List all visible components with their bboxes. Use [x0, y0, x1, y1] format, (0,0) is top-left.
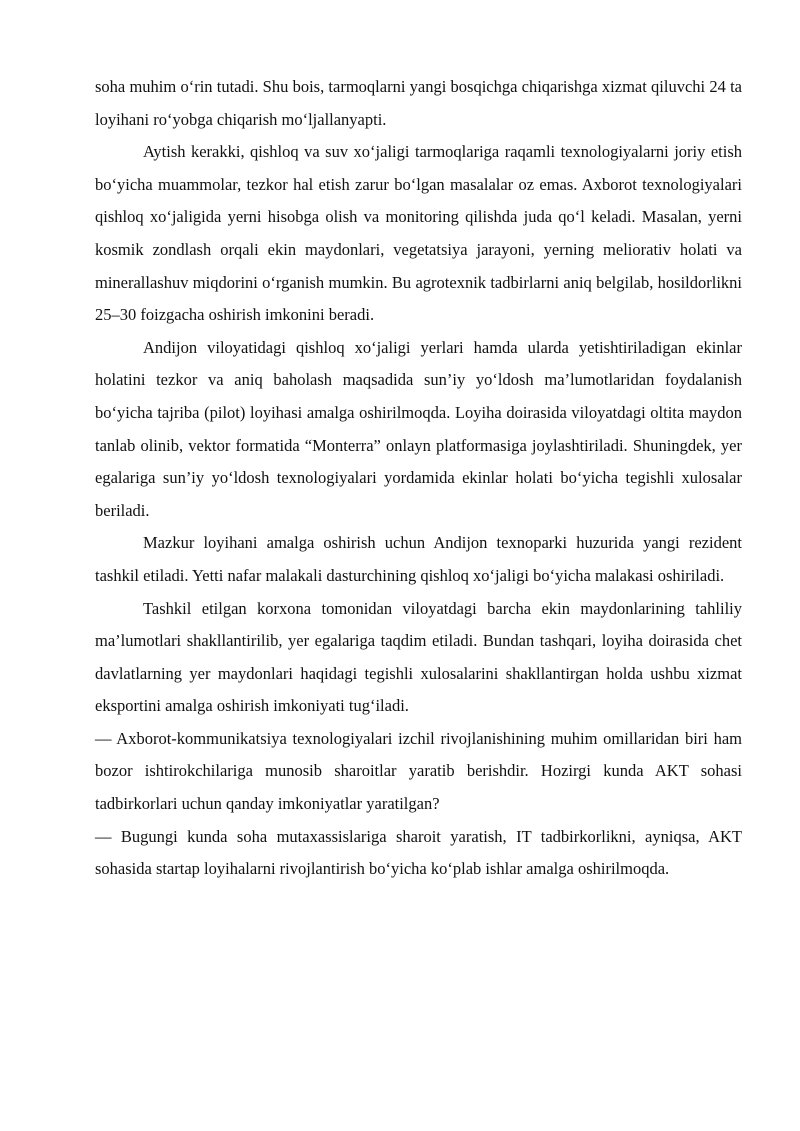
- paragraph-continuation: soha muhim oʻrin tutadi. Shu bois, tarmoqlarni yangi bosqichga chiqarishga xizmat qiluvchi 24 ta loyihani roʻyobga chiqarish moʻljallanyapti.: [95, 77, 742, 129]
- paragraph-andijon-pilot: Andijon viloyatidagi qishloq xoʻjaligi yerlari hamda ularda yetishtiriladigan ekinlar holatini tezkor va aniq baholash maqsadida sun’iy yoʻldosh ma’lumotlaridan foydalanish boʻyicha tajriba (pilot) loyihasi amalga oshirilmoqda. Loyiha doirasida viloyatdagi oltita maydon tanlab olinib, vektor formatida “Monterra” onlayn platformasiga joylashtiriladi. Shuningdek, yer egalariga sun’iy yoʻldosh texnologiyalari yordamida ekinlar holati boʻyicha tegishli xulosalar beriladi.: [95, 337, 742, 520]
- document-body: [95, 71, 742, 886]
- interview-answer: — Bugungi kunda soha mutaxassislariga sharoit yaratish, IT tadbirkorlikni, ayniqsa, AKT sohasida startap loyihalarni rivojlantirish boʻyicha koʻplab ishlar amalga oshirilmoqda.: [95, 826, 742, 879]
- paragraph-technopark-resident: Mazkur loyihani amalga oshirish uchun Andijon texnoparki huzurida yangi rezident tashkil etiladi. Yetti nafar malakali dasturchining qishloq xoʻjaligi boʻyicha malakasi oshiriladi.: [95, 533, 742, 585]
- paragraph-enterprise-export: Tashkil etilgan korxona tomonidan viloyatdagi barcha ekin maydonlarining tahliliy ma’lumotlari shakllantirilib, yer egalariga taqdim etiladi. Bundan tashqari, loyiha doirasida chet davlatlarning yer maydonlari haqidagi tegishli xulosalarini shakllantirgan holda ushbu xizmat eksportini amalga oshirish imkoniyati tugʻiladi.: [95, 598, 742, 716]
- interview-block: [95, 723, 742, 886]
- paragraph-digital-agriculture: Aytish kerakki, qishloq va suv xoʻjaligi tarmoqlariga raqamli texnologiyalarni joriy etish boʻyicha muammolar, tezkor hal etish zarur boʻlgan masalalar oz emas. Axborot texnologiyalari qishloq xoʻjaligida yerni hisobga olish va monitoring qilishda juda qoʻl keladi. Masalan, yerni kosmik zondlash orqali ekin maydonlari, vegetatsiya jarayoni, yerning meliorativ holati va minerallashuv miqdorini oʻrganish mumkin. Bu agrotexnik tadbirlarni aniq belgilab, hosildorlikni 25–30 foizgacha oshirish imkonini beradi.: [95, 142, 742, 325]
- interview-question: — Axborot-kommunikatsiya texnologiyalari izchil rivojlanishining muhim omillaridan biri ham bozor ishtirokchilariga munosib sharoitlar yaratib berishdir. Hozirgi kunda AKT sohasi tadbirkorlari uchun qanday imkoniyatlar yaratilgan?: [95, 728, 742, 814]
